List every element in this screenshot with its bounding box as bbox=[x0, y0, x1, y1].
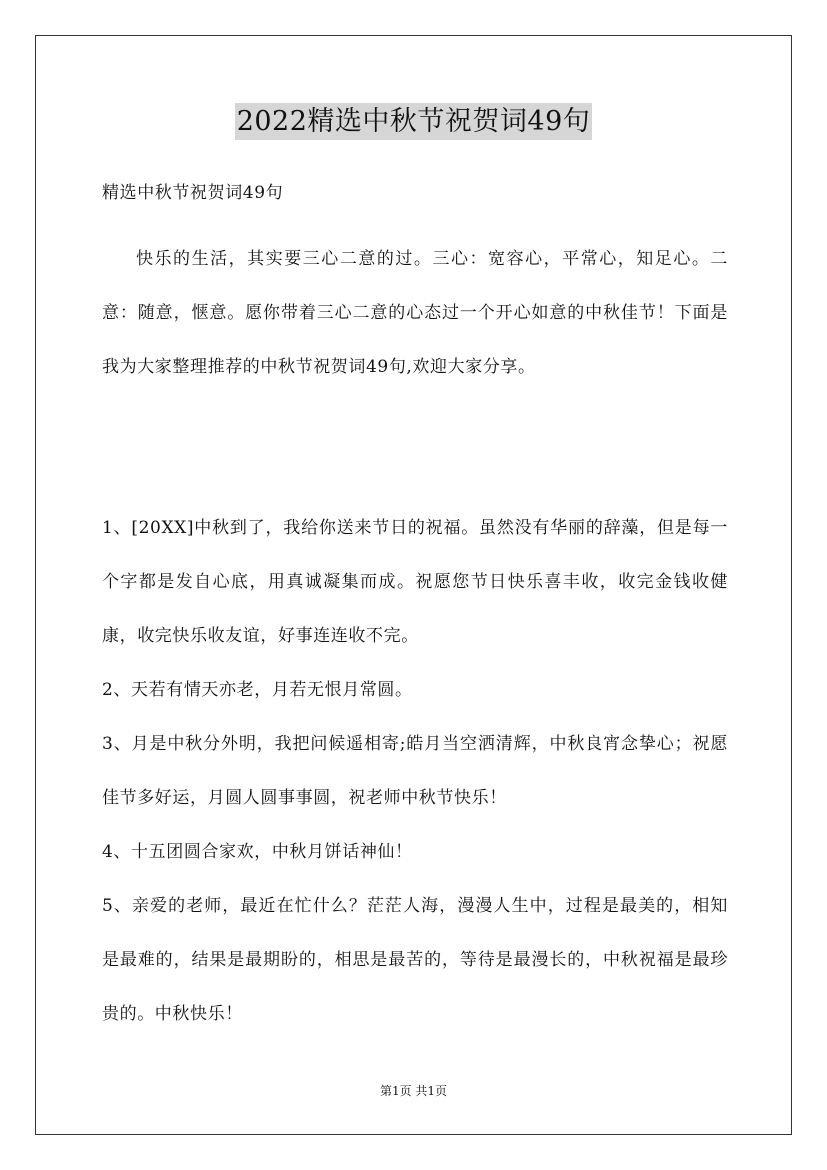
wish-list bbox=[102, 501, 728, 1041]
list-item: 2、天若有情天亦老，月若无恨月常圆。 bbox=[102, 680, 413, 700]
document-subtitle: 精选中秋节祝贺词49句 bbox=[102, 183, 284, 203]
page-footer: 第1页 共1页 bbox=[379, 1084, 448, 1098]
intro-paragraph: 快乐的生活，其实要三心二意的过。三心：宽容心，平常心，知足心。二意：随意，惬意。愿你带着三心二意的心态过一个开心如意的中秋佳节！下面是我为大家整理推荐的中秋节祝贺词49句,欢迎大家分享。 bbox=[102, 249, 728, 377]
list-item: 4、十五团圆合家欢，中秋月饼话神仙！ bbox=[102, 842, 413, 862]
document-title: 2022精选中秋节祝贺词49句 bbox=[235, 103, 593, 140]
title-container bbox=[0, 103, 827, 140]
list-item: 1、[20XX]中秋到了，我给你送来节日的祝福。虽然没有华丽的辞藻，但是每一个字都是发自心底，用真诚凝集而成。祝愿您节日快乐喜丰收，收完金钱收健康，收完快乐收友谊，好事连连收不完。 bbox=[102, 518, 728, 646]
list-item: 3、月是中秋分外明，我把问候遥相寄;皓月当空洒清辉，中秋良宵念挚心；祝愿佳节多好运，月圆人圆事事圆，祝老师中秋节快乐！ bbox=[102, 734, 728, 808]
list-item: 5、亲爱的老师，最近在忙什么？茫茫人海，漫漫人生中，过程是最美的，相知是最难的，结果是最期盼的，相思是最苦的，等待是最漫长的，中秋祝福是最珍贵的。中秋快乐！ bbox=[102, 896, 728, 1024]
